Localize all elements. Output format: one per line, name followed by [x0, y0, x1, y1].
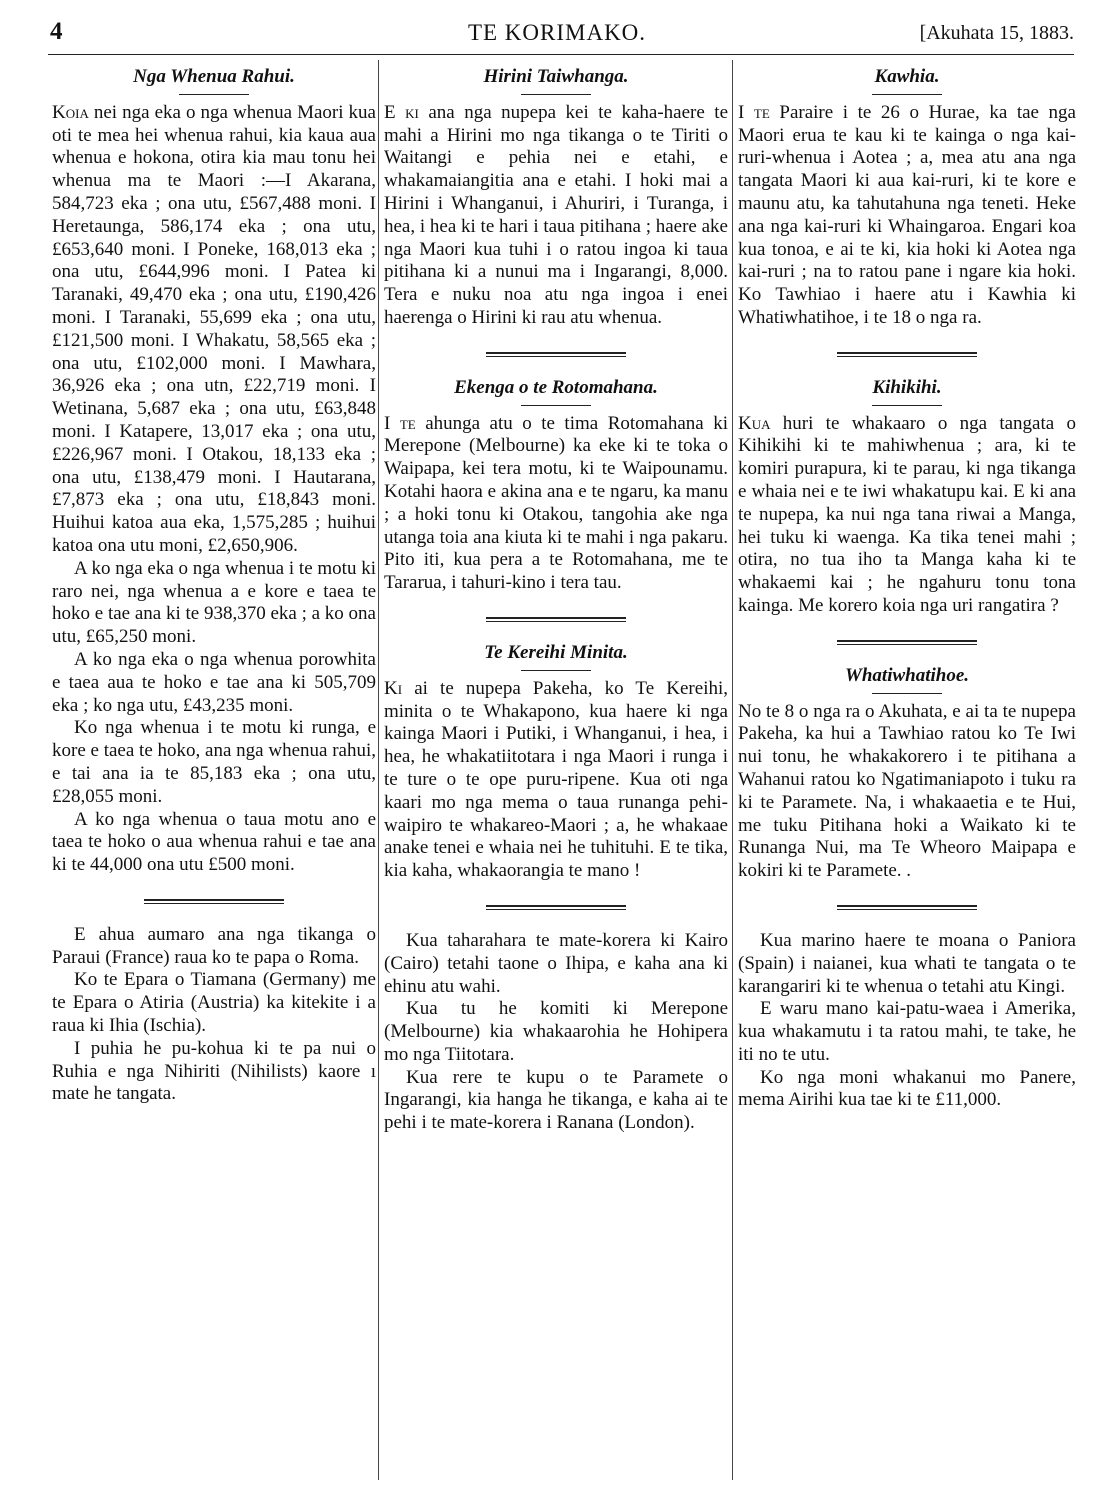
news-item: Ko nga moni whakanui mo Panere, mema Airihi kua tae ki te £11,000. — [738, 1066, 1076, 1111]
news-item: E ahua aumaro ana nga tikanga o Paraui (France) raua ko te papa o Roma. — [52, 923, 376, 968]
lead-word: E ki — [384, 101, 419, 123]
news-item: Kua marino haere te moana o Paniora (Spain) i naianei, kua whati te tangata o te karangariri ki te whenua o tetahi atu Kingi. — [738, 929, 1076, 997]
news-item: Ko te Epara o Tiamana (Germany) me te Epara o Atiria (Austria) ka kitekite i a raua ki Ihia (Ischia). — [52, 969, 376, 1037]
column-3 — [738, 64, 1076, 1489]
article-paragraph: A ko nga eka o nga whenua porowhita e taea aua te hoko e tae ana ki 505,709 eka ; ko nga utu, £43,235 moni. — [52, 648, 376, 716]
article-paragraph — [738, 413, 1076, 618]
article-heading: Hirini Taiwhanga. — [483, 66, 629, 87]
section-separator — [837, 905, 977, 910]
paragraph-text: ai te nupepa Pakeha, ko Te Kereihi, minita o te Whakapono, kua haere ki nga kainga Maori i Putiki, i Whanganui, i hea, i hea, he whakatiitotara i nga Maori i runga i te ture o te ope puru-ripene. Kua oti nga kaari mo nga mema o taua runanga pehi-waipiro te whakareo-Maori ; a, he whakaae anake tenei e whaia nei he tuhituhi. E te tika, kia kaha, whakaorangia te mano ! — [384, 677, 728, 882]
article-paragraph — [384, 678, 728, 883]
heading-rule — [872, 405, 942, 406]
article-paragraph — [738, 102, 1076, 330]
heading-rule — [179, 94, 249, 95]
column-divider — [732, 60, 733, 1480]
article-heading: Whatiwhatihoe. — [844, 664, 970, 686]
article-heading: Kawhia. — [874, 66, 940, 87]
column-1 — [52, 64, 376, 1489]
paragraph-text: ahunga atu o te tima Rotomahana ki Merepone (Melbourne) ka eke ki te toka o Waipapa, kei tera motu, ki te Waipounamu. Kotahi haora e akina ana e te ngaru, ka manu ; a hoki tonu ki Otakou, tangohia ake nga utanga toia ana kiuta ki te mahi i nga pakaru. Pito iti, kua pera a te Rotomahana, me te Tararua, i tahuri-kino i tera tau. — [384, 412, 728, 594]
heading-rule — [872, 94, 942, 95]
article-paragraph — [384, 413, 728, 595]
page-header — [40, 18, 1074, 52]
article-heading: Kihikihi. — [872, 376, 942, 398]
article-heading: Nga Whenua Rahui. — [133, 66, 295, 87]
heading-rule — [521, 405, 591, 406]
section-separator — [837, 640, 977, 645]
article-paragraph: A ko nga whenua o taua motu ano e taea te hoko o aua whenua rahui e tae ana ki te 44,000 ona utu £500 moni. — [52, 808, 376, 876]
news-item: Kua taharahara te mate-korera ki Kairo (Cairo) tetahi taone o Ihipa, e kaha ana ki ehinu atu wahi. — [384, 929, 728, 997]
section-separator — [837, 352, 977, 357]
news-item: Kua tu he komiti ki Merepone (Melbourne) kia whakaarohia he Hohipera mo nga Tiitotara. — [384, 998, 728, 1065]
section-separator — [486, 905, 626, 910]
paragraph-text: nei nga eka o nga whenua Maori kua oti te mea hei whenua rahui, kia kaua aua whenua e hokona, otira kia mau tonu hei whenua ma te Maori :—I Akarana, 584,723 eka ; ona utu, £567,488 moni. I Heretaunga, 586,174 eka ; ona utu, £653,640 moni. I Poneke, 168,013 eka ; ona utu, £644,996 moni. I Patea ki Taranaki, 49,470 eka ; ona utu, £190,426 moni. I Taranaki, 55,699 eka ; ona utu, £121,500 moni. I Whakatu, 58,565 eka ; ona utu, £102,000 moni. I Mawhara, 36,926 eka ; ona utn, £22,719 moni. I Wetinana, 5,687 eka ; ona utu, £63,848 moni. I Katapere, 13,017 eka ; ona utu, £226,967 moni. I Otakou, 18,133 eka ; ona utu, £138,479 moni. I Hautarana, £7,873 eka ; ona utu, £18,843 moni. Huihui katoa aua eka, 1,575,285 ; huihui katoa ona utu moni, £2,650,906. — [52, 101, 376, 556]
paragraph-text: huri te whakaaro o nga tangata o Kihikihi ki te mahiwhenua ; ara, ki te komiri purapura, ki te parau, ki nga tikanga e whaia nei e te iwi whakatupu kai. E ki ana te nupepa, ka nui nga tana riwai a Manga, hei tuku ki waenga. Ka tika tenei mahi ; otira, no tua iho ta Manga kaha ki te whakaemi kai ; he ngahuru tonu tona kainga. Me korero koia nga uri rangatira ? — [738, 412, 1076, 616]
lead-word: Koia — [52, 101, 89, 123]
article-paragraph — [384, 102, 728, 330]
section-separator — [486, 617, 626, 622]
paragraph-text: Paraire i te 26 o Hurae, ka tae nga Maori erua te kau ki te kainga o nga kai-ruri-whenua i Aotea ; a, mea atu ana nga tangata Maori ki aua kai-ruri, ki te kore e maunu atu, ka tahutahuna nga teneti. Heke ana nga kai-ruri ki Whaingaroa. Engari koa kua tonoa, e ai te ki, kia hoki ki Aotea nga kai-ruri ; na to ratou pane i ngare kia hoki. Ko Tawhiao i haere atu i Kawhia ki Whatiwhatihoe, i te 18 o nga ra. — [738, 101, 1076, 328]
page-number: 4 — [50, 18, 63, 45]
section-separator — [486, 352, 626, 357]
paragraph-text: ana nga nupepa kei te kaha-haere te mahi a Hirini mo nga tikanga o te Tiriti o Waitangi e pehia nei e etahi, e whakamaiangitia ana e etahi. I hoki mai a Hirini i Whanganui, i Ahuriri, i Turanga, i hea, i hea ki te hari i taua pitihana ; haere ake nga Maori kua tuhi i o ratou ingoa ki taua pitihana ki a nunui ma i Ingarangi, 8,000. Tera e nuku noa atu nga ingoa i enei haerenga o Hirini ki rau atu whenua. — [384, 101, 729, 328]
heading-rule — [521, 670, 591, 671]
news-item: I puhia he pu-kohua ki te pa nui o Ruhia e nga Nihiriti (Nihilists) kaore ı mate he tangata. — [52, 1037, 376, 1105]
news-item: Kua rere te kupu o te Paramete o Ingarangi, kia hanga he tikanga, e kaha ai te pehi i te mate-korera i Ranana (London). — [384, 1066, 728, 1134]
issue-date: [Akuhata 15, 1883. — [919, 22, 1074, 44]
column-divider — [378, 60, 379, 1480]
heading-rule — [872, 693, 942, 694]
article-heading: Te Kereihi Minita. — [484, 641, 628, 663]
heading-rule — [521, 94, 591, 95]
lead-word: Kua — [738, 412, 771, 434]
article-paragraph: A ko nga eka o nga whenua i te motu ki raro nei, nga whenua a e kore e taea te hoko e tae ana ki te 938,370 eka ; a ko ona utu, £65,250 moni. — [52, 557, 376, 648]
article-paragraph — [52, 102, 376, 558]
lead-word: I te — [738, 101, 770, 123]
lead-word: Ki — [384, 677, 403, 699]
section-separator — [144, 899, 284, 904]
header-rule — [48, 54, 1074, 55]
article-heading: Ekenga o te Rotomahana. — [454, 376, 658, 398]
article-paragraph: Ko nga whenua i te motu ki runga, e kore e taea te hoko, ana nga whenua rahui, e tai ana ia te 85,183 eka ; ona utu, £28,055 moni. — [52, 717, 376, 807]
news-item: E waru mano kai-patu-waea i Amerika, kua whakamutu i ta ratou mahi, te take, he iti no te utu. — [738, 998, 1076, 1065]
newspaper-title: TE KORIMAKO. — [467, 20, 647, 45]
article-paragraph: No te 8 o nga ra o Akuhata, e ai ta te nupepa Pakeha, ka hui a Tawhiao ratou ko Te Iwi nui tonu, he whakakorero i te pitihana a Wahanui ratou ko Ngatimaniapoto i tuku ra ki te Paramete. Na, i whakaaetia e te Hui, me tuku Pitihana hoki a Waikato ki te Runanga Nui, ma Te Wheoro Maipapa e kokiri ki te Paramete. . — [738, 700, 1076, 882]
lead-word: I te — [384, 412, 416, 434]
column-2 — [384, 64, 728, 1489]
